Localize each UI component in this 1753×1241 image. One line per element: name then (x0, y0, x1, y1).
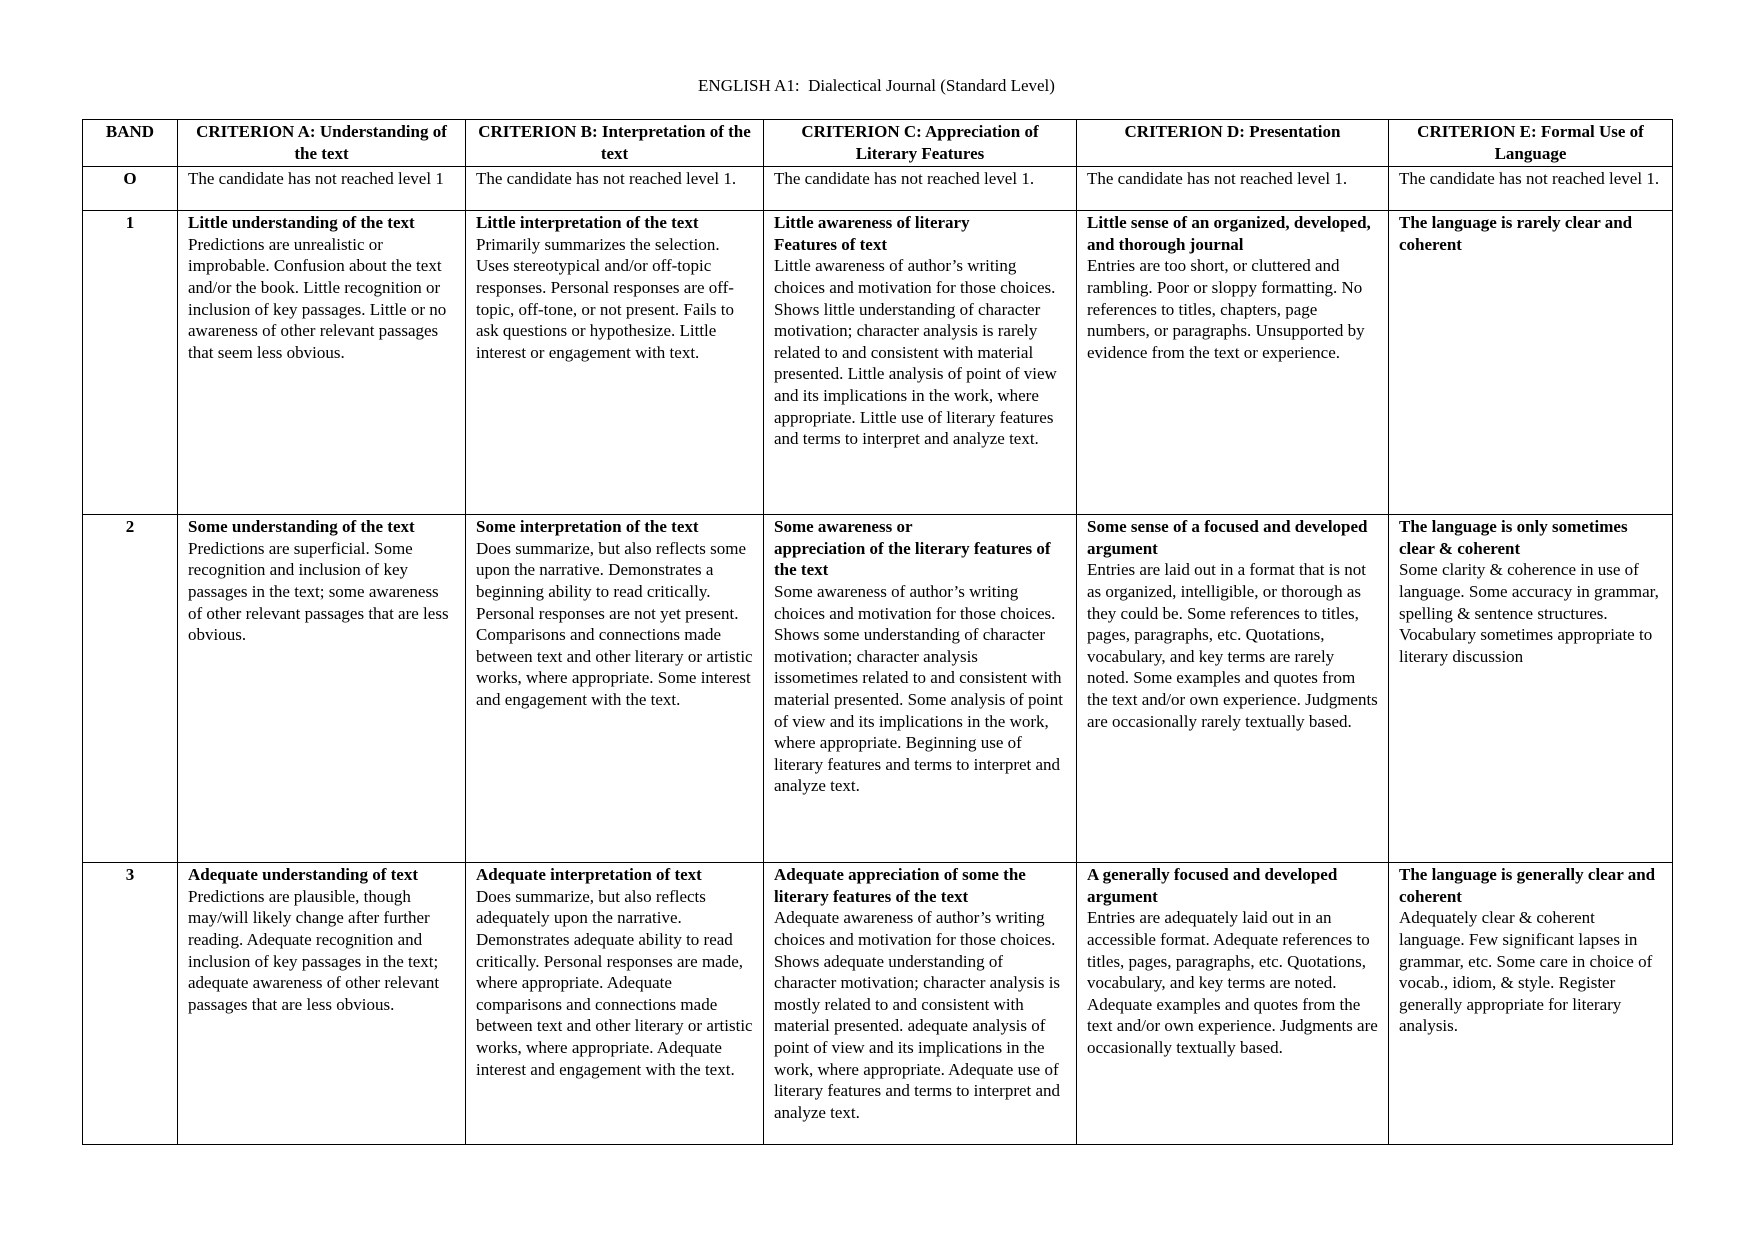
cell-heading: The language is rarely clear and coherent (1399, 213, 1633, 254)
column-header-criterion-b: CRITERION B: Interpretation of the text (466, 120, 764, 167)
cell-heading: Little interpretation of the text (476, 213, 699, 233)
cell-heading: Adequate understanding of text (188, 865, 418, 885)
cell-heading: Little sense of an organized, developed, and thorough journal (1087, 213, 1371, 254)
cell-heading: Some understanding of the text (188, 517, 415, 537)
cell-description: Adequately clear & coherent language. Few significant lapses in grammar, etc. Some care in choice of vocab., idiom, & style. Register generally appropriate for literary analysis. (1399, 908, 1653, 1036)
cell-description: Entries are adequately laid out in an accessible format. Adequate references to titles, pages, paragraphs, etc. Quotations, vocabulary, and key terms are noted. Adequate examples and quotes from the text and/or own experience. Judgments are occasionally textually based. (1087, 908, 1378, 1057)
cell-heading: Adequate interpretation of text (476, 865, 702, 885)
rubric-cell (1389, 211, 1673, 515)
cell-description: Some clarity & coherence in use of language. Some accuracy in grammar, spelling & sentence structures. Vocabulary sometimes appropriate to literary discussion (1399, 560, 1659, 666)
cell-description: The candidate has not reached level 1. (1399, 169, 1660, 189)
page-title: ENGLISH A1: Dialectical Journal (Standard Level) (698, 76, 1055, 95)
table-row (83, 211, 1673, 515)
column-header-criterion-a: CRITERION A: Understanding of the text (178, 120, 466, 167)
rubric-cell (466, 211, 764, 515)
cell-description: Predictions are superficial. Some recognition and inclusion of key passages in the text; some awareness of other relevant passages that are less obvious. (188, 538, 449, 645)
cell-description: Does summarize, but also reflects some upon the narrative. Demonstrates a beginning ability to read critically. Personal responses are not yet present. Comparisons and connections made between text and other literary or artistic works, where appropriate. Some interest and engagement with the text. (476, 538, 753, 709)
cell-description: The candidate has not reached level 1. (1087, 169, 1348, 189)
rubric-cell (764, 515, 1077, 863)
cell-heading: Some interpretation of the text (476, 517, 699, 537)
cell-description: Little awareness of author’s writing choices and motivation for those choices. Shows little understanding of character motivation; character analysis is rarely related to and consistent with material presented. Little analysis of point of view and its implications in the work, where appropriate. Little use of literary features and terms to interpret and analyze text. (774, 256, 1057, 449)
rubric-cell (1077, 211, 1389, 515)
rubric-cell (178, 167, 466, 211)
rubric-cell (764, 167, 1077, 211)
band-label: O (83, 167, 178, 211)
rubric-cell (764, 863, 1077, 1145)
cell-description: Entries are too short, or cluttered and rambling. Poor or sloppy formatting. No references to titles, chapters, page numbers, or paragraphs. Unsupported by evidence from the text or experience. (1087, 256, 1365, 362)
cell-description: Some awareness of author’s writing choices and motivation for those choices. Shows some understanding of character motivation; character analysis issometimes related to and consistent with material presented. Some analysis of point of view and its implications in the work, where appropriate. Beginning use of literary features and terms to interpret and analyze text. (774, 581, 1063, 796)
cell-description: The candidate has not reached level 1. (774, 169, 1035, 189)
cell-heading: Little understanding of the text (188, 213, 415, 233)
rubric-cell (178, 863, 466, 1145)
column-header-band: BAND (83, 120, 178, 167)
header-row (83, 120, 1673, 167)
table-row (83, 167, 1673, 211)
table-row (83, 515, 1673, 863)
rubric-cell (764, 211, 1077, 515)
rubric-cell (1389, 863, 1673, 1145)
cell-description: Primarily summarizes the selection. Uses stereotypical and/or off-topic responses. Personal responses are off-topic, off-tone, or not present. Fails to ask questions or hypothesize. Little interest or engagement with text. (476, 234, 734, 362)
cell-heading: Some awareness or appreciation of the literary features of the text (774, 517, 1051, 580)
cell-description: Entries are laid out in a format that is not as organized, intelligible, or thorough as they could be. Some references to titles, pages, paragraphs, etc. Quotations, vocabulary, and key terms are rarely noted. Some examples and quotes from the text and/or own experience. Judgments are occasionally rarely textually based. (1087, 560, 1378, 731)
band-label: 1 (83, 211, 178, 515)
rubric-cell (466, 515, 764, 863)
cell-description: The candidate has not reached level 1. (476, 169, 737, 189)
cell-heading: The language is generally clear and coherent (1399, 865, 1656, 906)
rubric-cell (466, 863, 764, 1145)
rubric-cell (1077, 863, 1389, 1145)
cell-heading: Some sense of a focused and developed argument (1087, 517, 1368, 558)
column-header-criterion-e: CRITERION E: Formal Use of Language (1389, 120, 1673, 167)
rubric-cell (178, 211, 466, 515)
rubric-cell (466, 167, 764, 211)
column-header-criterion-c: CRITERION C: Appreciation of Literary Features (764, 120, 1077, 167)
cell-description: Does summarize, but also reflects adequately upon the narrative. Demonstrates adequate ability to read critically. Personal responses are made, where appropriate. Adequate comparisons and connections made between text and other literary or artistic works, where appropriate. Adequate interest and engagement with the text. (476, 886, 753, 1079)
cell-description: The candidate has not reached level 1 (188, 169, 444, 189)
rubric-cell (1077, 515, 1389, 863)
table-row (83, 863, 1673, 1145)
rubric-cell (1077, 167, 1389, 211)
cell-heading: The language is only sometimes clear & coherent (1399, 517, 1628, 558)
cell-description: Predictions are plausible, though may/will likely change after further reading. Adequate recognition and inclusion of key passages in the text; adequate awareness of other relevant passages that are less obvious. (188, 886, 440, 1014)
cell-heading: Adequate appreciation of some the literary features of the text (774, 865, 1026, 906)
cell-heading: A generally focused and developed argument (1087, 865, 1338, 906)
rubric-cell (1389, 515, 1673, 863)
band-label: 3 (83, 863, 178, 1145)
band-label: 2 (83, 515, 178, 863)
rubric-cell (178, 515, 466, 863)
rubric-cell (1389, 167, 1673, 211)
rubric-table (82, 119, 1673, 1145)
column-header-criterion-d: CRITERION D: Presentation (1077, 120, 1389, 167)
cell-description: Predictions are unrealistic or improbable. Confusion about the text and/or the book. Little recognition or inclusion of key passages. Little or no awareness of other relevant passages that seem less obvious. (188, 234, 447, 362)
cell-description: Adequate awareness of author’s writing choices and motivation for those choices. Shows adequate understanding of character motivation; character analysis is mostly related to and consistent with material presented. adequate analysis of point of view and its implications in the work, where appropriate. Adequate use of literary features and terms to interpret and analyze text. (774, 908, 1061, 1122)
cell-heading: Little awareness of literary Features of text (774, 213, 970, 254)
